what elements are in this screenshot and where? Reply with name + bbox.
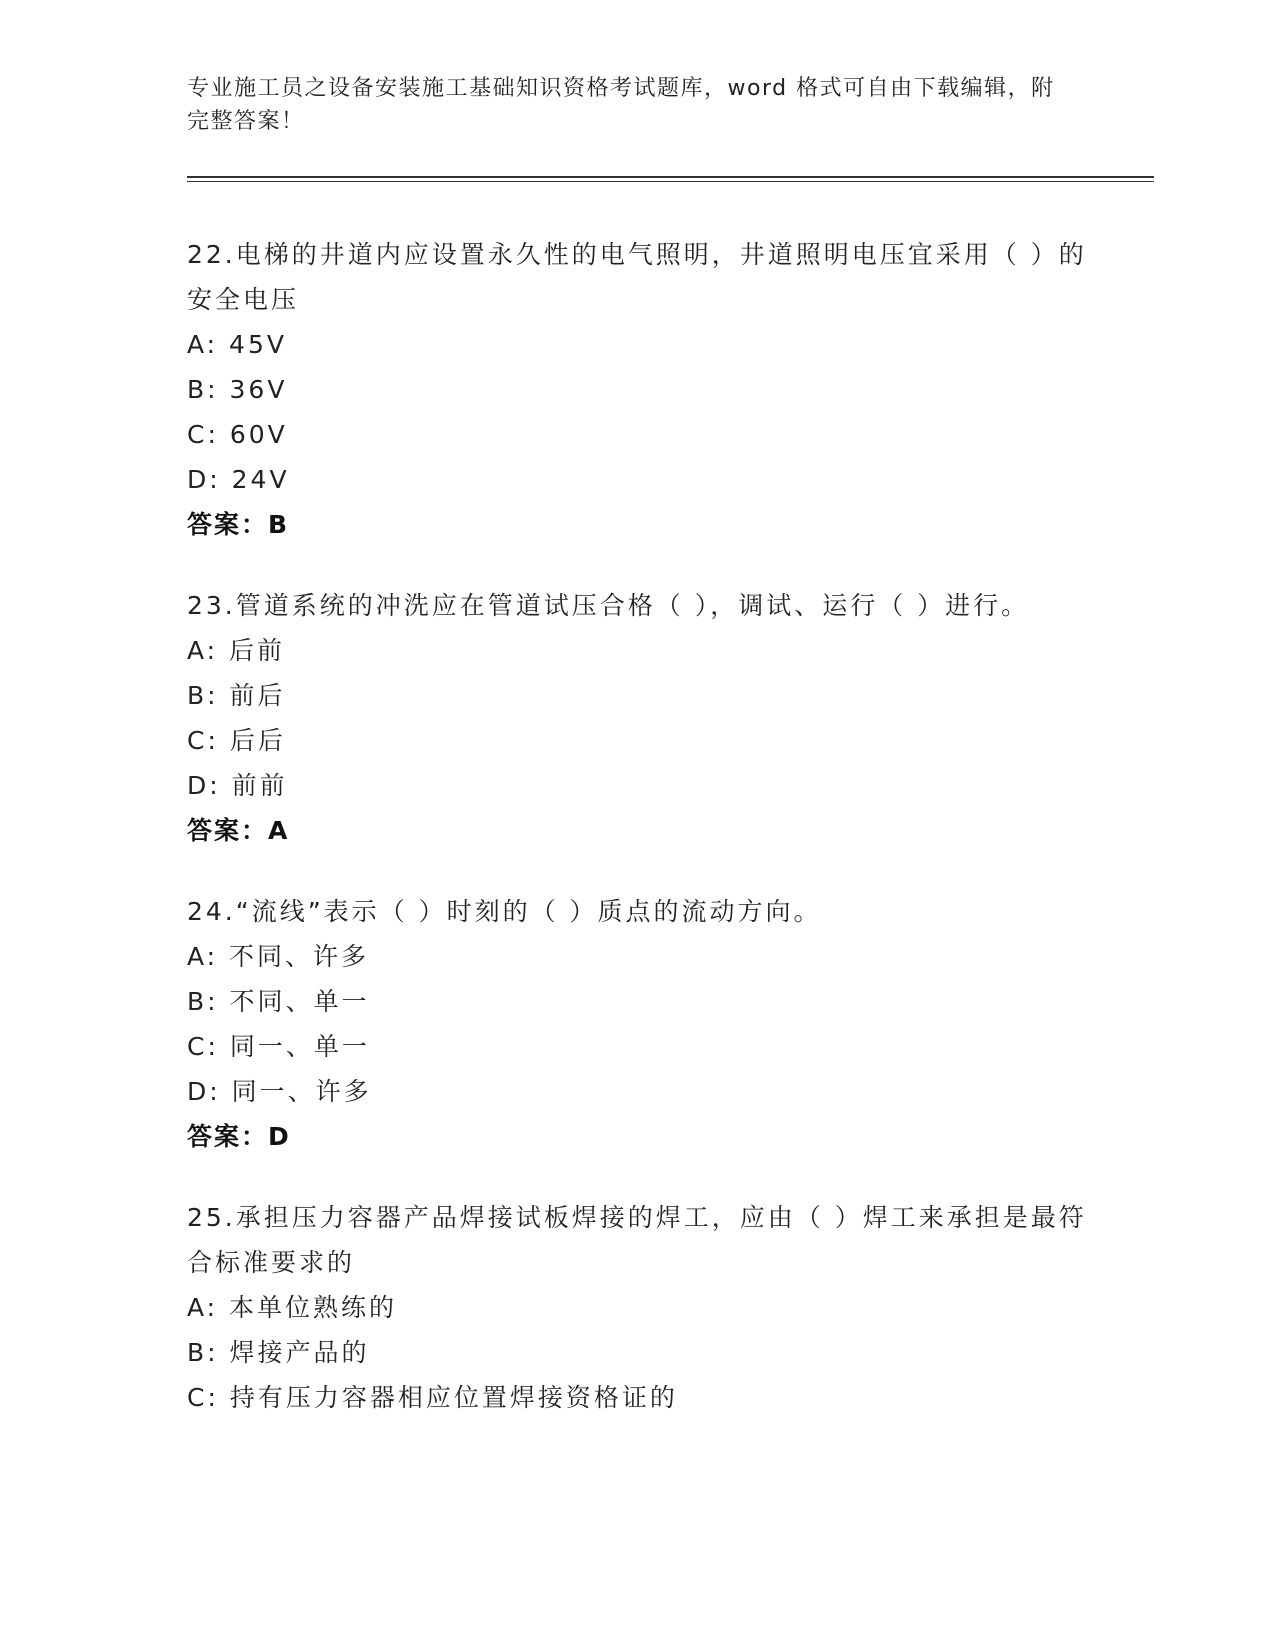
option-text: 24V [231,465,290,494]
option-text: 焊接产品的 [229,1338,370,1367]
option-label: D: [187,1077,221,1106]
option-label: B: [187,681,219,710]
option-a [187,628,1087,673]
option-a [187,1285,1087,1330]
question-list [187,232,1087,1456]
option-d [187,1069,1087,1114]
option-label: C: [187,1032,219,1061]
option-label: D: [187,771,221,800]
document-header: 专业施工员之设备安装施工基础知识资格考试题库，word 格式可自由下载编辑，附完整答案！ [187,76,1055,134]
option-label: A: [187,1293,219,1322]
option-text: 持有压力容器相应位置焊接资格证的 [229,1383,678,1412]
option-label: A: [187,330,219,359]
question-23 [187,583,1087,853]
option-b [187,367,1087,412]
option-label: D: [187,465,221,494]
option-text: 45V [229,330,287,359]
option-label: B: [187,375,219,404]
option-text: 同一、单一 [229,1032,370,1061]
question-22 [187,232,1087,547]
option-c [187,718,1087,763]
option-label: C: [187,1383,219,1412]
option-text: 同一、许多 [231,1077,372,1106]
option-text: 本单位熟练的 [229,1293,398,1322]
option-b [187,1330,1087,1375]
header-divider [187,176,1154,178]
option-text: 前前 [231,771,288,800]
answer-line: 答案：D [187,1122,291,1151]
question-stem: 22.电梯的井道内应设置永久性的电气照明，井道照明电压宜采用（ ）的安全电压 [187,240,1087,314]
answer-line: 答案：B [187,510,290,539]
option-text: 60V [229,420,288,449]
option-text: 后后 [229,726,286,755]
option-text: 前后 [229,681,286,710]
header-divider-thin [187,181,1154,182]
option-d [187,457,1087,502]
option-b [187,673,1087,718]
option-text: 后前 [229,636,286,665]
option-a [187,322,1087,367]
question-stem: 23.管道系统的冲洗应在管道试压合格（ ），调试、运行（ ）进行。 [187,591,1030,620]
question-stem: 25.承担压力容器产品焊接试板焊接的焊工，应由（ ）焊工来承担是最符合标准要求的 [187,1203,1087,1277]
option-label: B: [187,987,219,1016]
option-text: 不同、许多 [229,942,370,971]
option-label: C: [187,726,219,755]
option-label: A: [187,942,219,971]
option-c [187,1024,1087,1069]
answer-line: 答案：A [187,816,290,845]
question-24 [187,889,1087,1159]
option-label: C: [187,420,219,449]
question-25 [187,1195,1087,1420]
option-text: 36V [229,375,288,404]
option-label: B: [187,1338,219,1367]
question-stem: 24.“流线”表示（ ）时刻的（ ）质点的流动方向。 [187,897,822,926]
option-b [187,979,1087,1024]
option-text: 不同、单一 [229,987,370,1016]
option-a [187,934,1087,979]
option-c [187,1375,1087,1420]
option-d [187,763,1087,808]
option-c [187,412,1087,457]
option-label: A: [187,636,219,665]
